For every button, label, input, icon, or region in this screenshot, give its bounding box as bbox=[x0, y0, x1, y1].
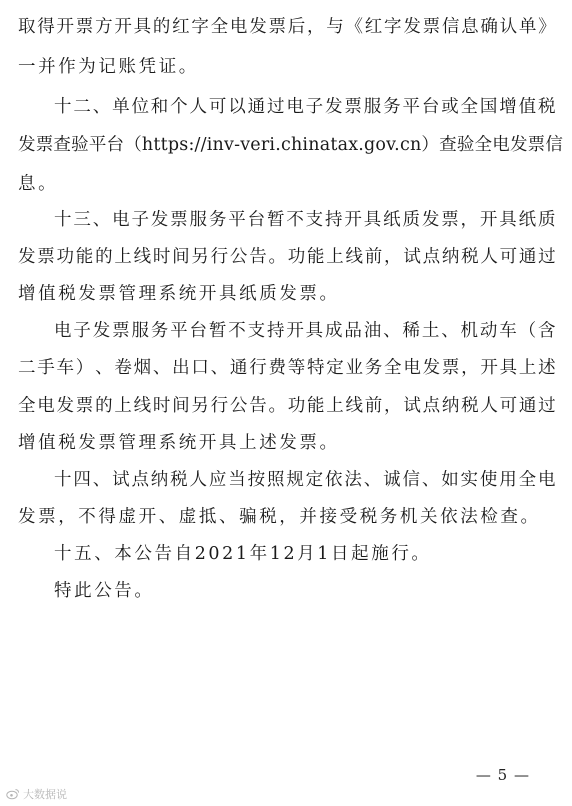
paragraph-special-line: 电 子 发 票 服 务 平 台 暂 不 支 持 开 具 成 品 油 、 稀 土 、 机 动 车 （ 含 bbox=[54, 321, 556, 341]
text-line: 一并作为记账凭证。 bbox=[18, 57, 199, 77]
paragraph-thirteen-line: 十 三 、 电 子 发 票 服 务 平 台 暂 不 支 持 开 具 纸 质 发 票 ， 开 具 纸 质 bbox=[54, 210, 556, 230]
weibo-icon bbox=[6, 788, 20, 800]
watermark bbox=[6, 786, 67, 802]
paragraph-thirteen-line: 发 票 功 能 的 上 线 时 间 另 行 公 告 。 功 能 上 线 前 ， 试 点 纳 税 人 可 通 过 bbox=[18, 247, 556, 267]
text-line: 取 得 开 票 方 开 具 的 红 字 全 电 发 票 后 ， 与 《 红 字 发 票 信 息 确 认 单 》 bbox=[18, 17, 556, 37]
watermark-text: 大数据说 bbox=[23, 788, 67, 801]
closing-line: 特此公告。 bbox=[54, 581, 155, 601]
paragraph-fourteen-line: 十 四 、 试 点 纳 税 人 应 当 按 照 规 定 依 法 、 诚 信 、 如 实 使 用 全 电 bbox=[54, 470, 556, 490]
paragraph-special-line: 增值税发票管理系统开具上述发票。 bbox=[18, 433, 340, 453]
paragraph-special-line: 二 手 车 ） 、 卷 烟 、 出 口 、 通 行 费 等 特 定 业 务 全 电 发 票 ， 开 具 上 述 bbox=[18, 358, 556, 378]
paragraph-twelve-line: 十 二 、 单 位 和 个 人 可 以 通 过 电 子 发 票 服 务 平 台 或 全 国 增 值 税 bbox=[54, 97, 556, 117]
paragraph-fifteen-line: 十五、本公告自2021年12月1日起施行。 bbox=[54, 544, 432, 564]
paragraph-fourteen-line: 发票，不得虚开、虚抵、骗税，并接受税务机关依法检查。 bbox=[18, 507, 541, 527]
paragraph-special-line: 全 电 发 票 的 上 线 时 间 另 行 公 告 。 功 能 上 线 前 ， 试 点 纳 税 人 可 通 过 bbox=[18, 396, 556, 416]
paragraph-twelve-line: 息。 bbox=[18, 174, 59, 194]
paragraph-twelve-line: 发 票 查 验 平 台 （ https://inv-veri.chinatax.gov.cn ） 查 验 全 电 发 票 信 bbox=[18, 135, 564, 155]
paragraph-thirteen-line: 增值税发票管理系统开具纸质发票。 bbox=[18, 284, 340, 304]
page-number: — 5 — bbox=[475, 766, 530, 784]
